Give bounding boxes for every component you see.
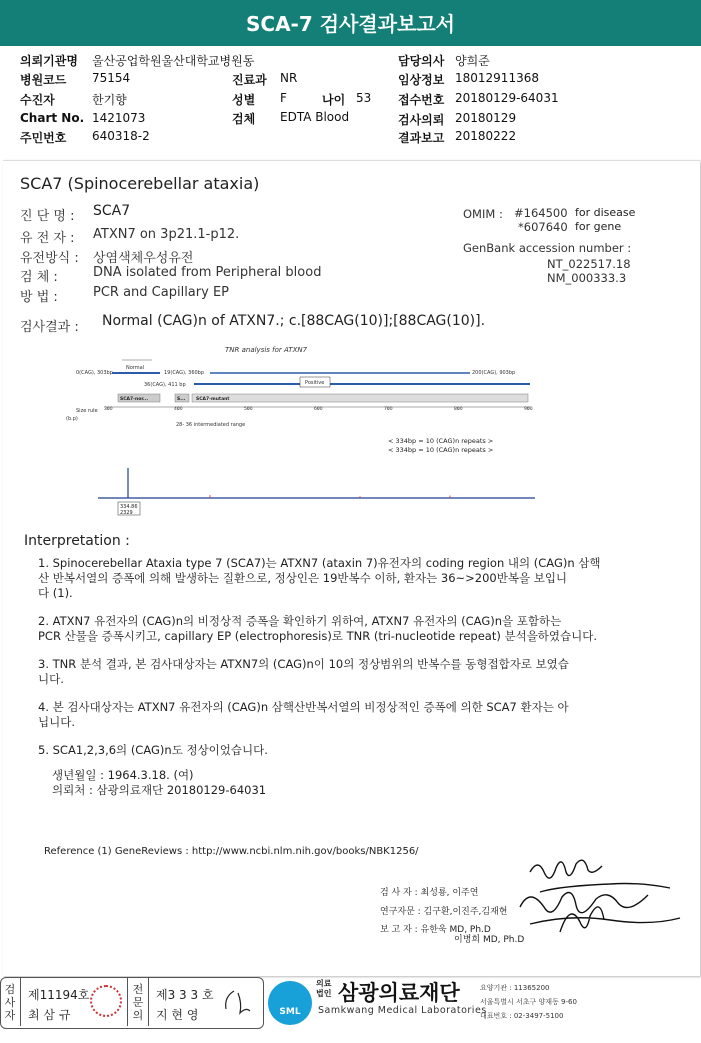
doctor-label: 담당의사 [398,54,445,68]
dept-value: NR [280,71,298,85]
inh-value: 상염색체우성유전 [93,251,194,266]
researcher: 연구자문 : 김구환,이진주,김재현 [380,907,508,917]
request-value: 20180129 [455,111,517,125]
size-tick-label: 300 [104,407,113,412]
birth-date: 생년월일 : 1964.3.18. (여) [52,768,194,782]
patient-info [0,50,701,150]
result-label: 검사결과 : [20,320,79,335]
id-value: 640318-2 [92,129,150,143]
inst-value: 울산공업학원울산대학교병원동 [92,54,255,68]
inh-label: 유전방식 : [20,251,79,266]
interpretation-body [38,556,688,758]
signature-image [500,852,690,947]
interp-p1-line2: 산 반복서열의 증폭에 의해 발생하는 질환으로, 정상인은 19반복수 이하, 환자는 36~>200반복을 보입니 [38,571,568,585]
test-title: SCA7 (Spinocerebellar ataxia) [20,174,260,193]
method-label: 방 법 : [20,290,58,305]
org-english: Samkwang Medical Laboratories [318,1005,487,1016]
label-200cag: 200(CAG), 903bp [472,370,516,376]
omim-label: OMIM : [463,207,503,221]
bin-intermediate-label: S... [177,397,186,402]
size-tick-label: 800 [454,407,463,412]
sml-logo: SML [268,981,312,1025]
request-label: 검사의뢰 [398,113,445,127]
chart-value: 1421073 [92,111,146,125]
address: 서울특별시 서초구 양재동 9-60 [480,998,577,1006]
divider [148,978,149,1026]
clinical-label: 임상정보 [398,73,445,87]
report-value: 20180222 [455,129,517,143]
interp-p1-line1: 1. Spinocerebellar Ataxia type 7 (SCA7)는 ATXN7 (ataxin 7)유전자의 coding region 내의 (CAG)n 삼핵 [38,556,601,570]
reg-no: 요양기관 : 11365200 [480,984,550,992]
accession-label: 접수번호 [398,93,445,107]
normal-label: Normal [126,365,145,371]
patient-label: 수진자 [20,93,55,107]
interp-p3-line2: 니다. [38,672,64,686]
divider [127,978,128,1026]
size-tick-label: 900 [524,407,533,412]
spec-label: 검 체 : [20,270,58,285]
omim-gene-note: for gene [575,220,622,233]
org-small-2: 법인 [316,989,332,998]
org-small-1: 의료 [316,979,332,988]
spec-value: DNA isolated from Peripheral blood [93,265,322,280]
result-value: Normal (CAG)n of ATXN7.; c.[88CAG(10)];[88CAG(10)]. [102,313,486,329]
omim-disease: #164500 [514,206,568,220]
sca7-mutant-bin [192,394,528,402]
genbank-2: NM_000333.3 [547,271,627,285]
code-value: 75154 [92,71,131,85]
gene-value: ATXN7 on 3p21.1-p12. [93,227,240,242]
interp-p2-line2: PCR 산물을 증폭시키고, capillary EP (electrophoresis)로 TNR (tri-nucleotide repeat) 분석을하였습니다. [38,629,598,643]
dept-label: 진료과 [232,73,267,87]
interpretation-title: Interpretation : [24,533,130,549]
doctor-value: 양희준 [455,54,490,68]
repeat-label-1: < 334bp = 10 (CAG)n repeats > [388,437,494,445]
label-36cag: 36(CAG), 411 bp [144,382,186,388]
peak-size: 334.86 [120,504,138,510]
sex-value: F [280,91,287,105]
method-value: PCR and Capillary EP [93,285,229,300]
interp-p4-line2: 닙니다. [38,715,75,729]
bin-normal-label: SCA7-nor... [120,397,149,402]
reporter: 보 고 자 : 유한욱 MD, Ph.D [380,925,491,935]
chart-label: Chart No. [20,111,85,125]
size-tick-label: 600 [314,407,323,412]
org-name: 삼광의료재단 [338,981,460,1005]
specimen-label: 검체 [232,112,256,126]
age-label: 나이 [322,93,346,107]
label-0cag: 0(CAG), 303bp [76,370,113,376]
dx-value: SCA7 [93,203,131,219]
bin-mutant-label: SCA7-mutant [196,397,230,402]
signature-mark-icon [220,985,256,1019]
reporter-2: 이병희 MD, Ph.D [454,935,525,945]
interp-p1-line3: 다 (1). [38,586,73,600]
accession-value: 20180129-64031 [455,91,559,105]
genbank-label: GenBank accession number : [463,241,632,255]
interp-p4-line1: 4. 본 검사대상자는 ATXN7 유전자의 (CAG)n 삼핵산반복서열의 비정상적인 증폭에 의한 SCA7 환자는 아 [38,700,569,714]
genbank-1: NT_022517.18 [547,257,631,271]
tester: 검 사 자 : 최성룡, 이주연 [380,888,479,898]
code-label: 병원코드 [20,73,67,87]
interp-p2-line1: 2. ATXN7 유전자의 (CAG)n의 비정상적 증폭을 확인하기 위하여, ATXN7 유전자의 (CAG)n을 포함하는 [38,614,562,628]
label-19cag: 19(CAG), 360bp [164,370,205,376]
tnr-figure [60,340,550,520]
interp-p5: 5. SCA1,2,3,6의 (CAG)n도 정상이었습니다. [38,743,268,757]
interp-p3-line1: 3. TNR 분석 결과, 본 검사대상자는 ATXN7의 (CAG)n이 10의 정상범위의 반복수를 동형접합자로 보였습 [38,657,569,671]
size-tick-label: 500 [244,407,253,412]
omim-disease-note: for disease [575,206,636,219]
phone: 대표번호 : 02-3497-5100 [480,1012,564,1020]
peak-height: 2329 [120,510,133,516]
specimen-value: EDTA Blood [280,110,350,124]
omim-gene: *607640 [518,220,568,234]
positive-label: Positive [305,380,325,386]
c2-no: 제3 3 3 호 [156,988,214,1002]
inst-label: 의뢰기관명 [20,54,78,68]
c1-no: 제11194호 [28,988,90,1002]
gene-label: 유 전 자 : [20,231,75,246]
size-tick-label: 400 [174,407,183,412]
c1-label: 검사자 [4,983,16,1022]
size-tick-label: 700 [384,407,393,412]
c2-label: 전문의 [132,983,144,1022]
c2-name: 지 현 영 [156,1008,199,1022]
id-label: 주민번호 [20,131,67,145]
size-rule-label: Size rule [76,408,98,414]
reference: Reference (1) GeneReviews : http://www.ncbi.nlm.nih.gov/books/NBK1256/ [44,846,419,857]
repeat-label-2: < 334bp = 10 (CAG)n repeats > [388,446,494,454]
intermediate-note: 28- 36 intermediated range [176,422,246,428]
age-value: 53 [356,91,372,105]
footer [0,975,701,1029]
clinical-value: 18012911368 [455,71,539,85]
dx-label: 진 단 명 : [20,209,75,224]
bp-label: (b.p) [66,416,78,422]
report-label: 결과보고 [398,131,445,145]
patient-value: 한기향 [92,93,127,107]
seal-stamp-icon [90,985,122,1017]
sex-label: 성별 [232,93,256,107]
divider [20,978,21,1026]
figure-title: TNR analysis for ATXN7 [225,346,308,354]
report-title: SCA-7 검사결과보고서 [0,0,701,46]
client-info: 의뢰처 : 삼광의료재단 20180129-64031 [52,783,267,797]
c1-name: 최 삼 규 [28,1008,71,1022]
